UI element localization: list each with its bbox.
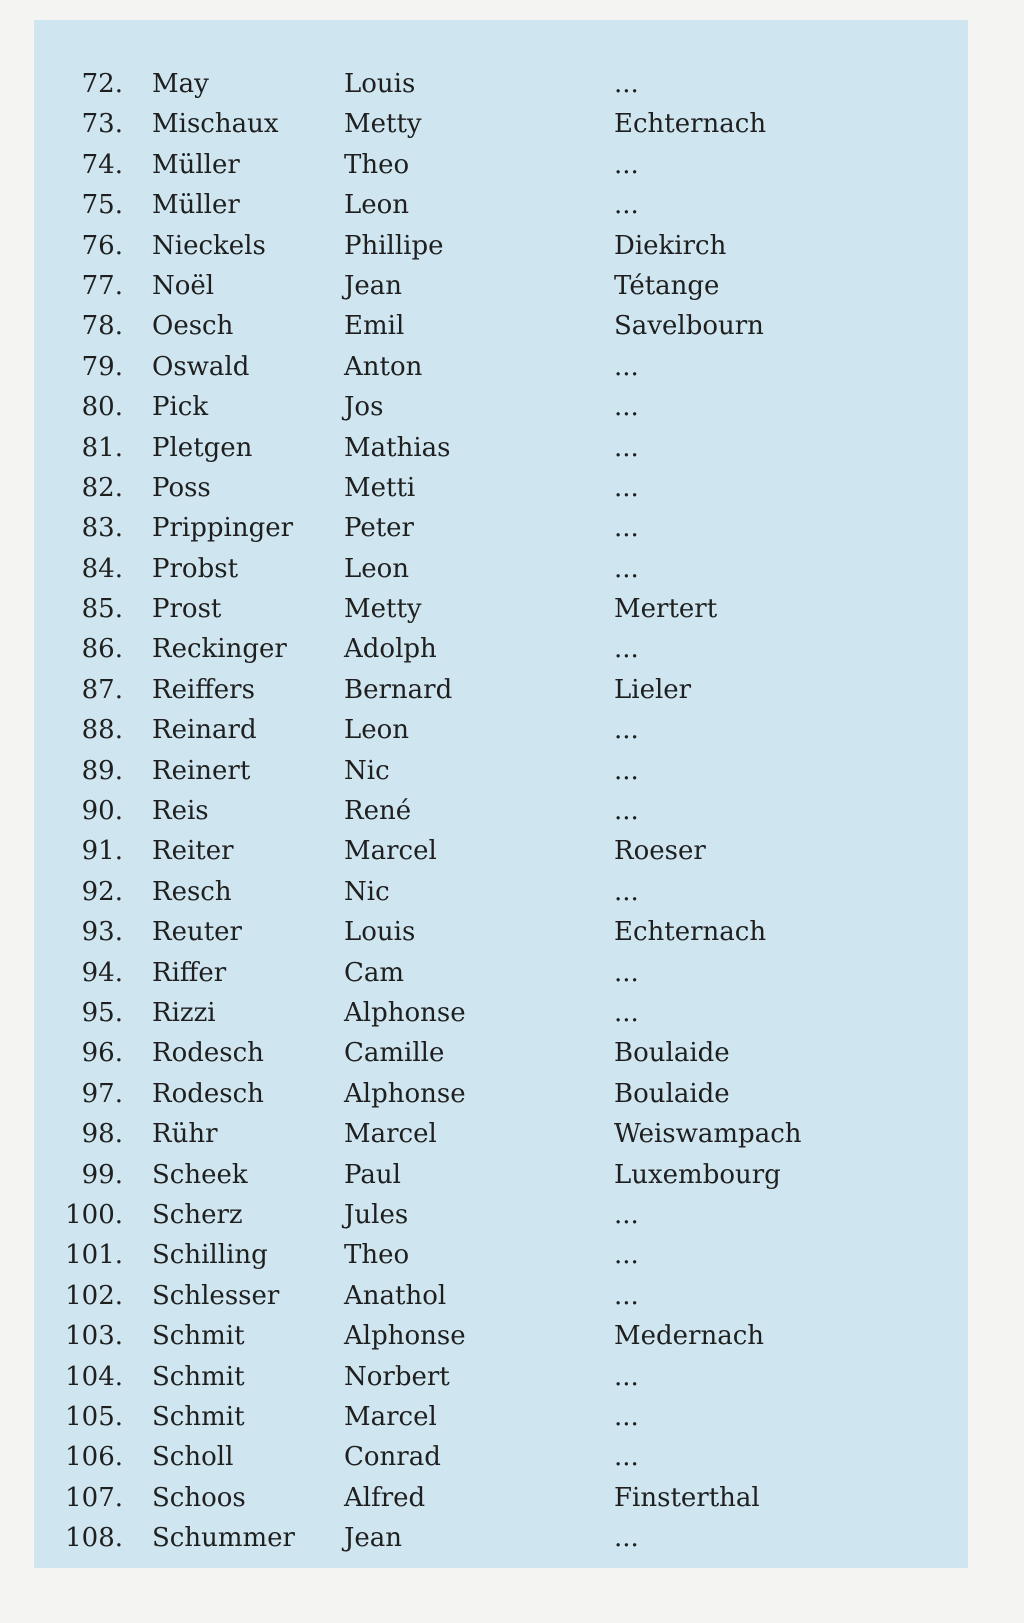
first-name: Nic xyxy=(344,876,390,907)
first-name: Metty xyxy=(344,594,422,625)
row-number: 107. xyxy=(65,1482,123,1513)
list-row xyxy=(34,629,968,669)
list-row xyxy=(34,306,968,346)
first-name: René xyxy=(344,796,412,827)
place-of-origin: Lieler xyxy=(614,674,692,705)
list-row xyxy=(34,1195,968,1235)
surname: Riffer xyxy=(152,957,227,988)
place-of-origin: ... xyxy=(614,634,639,665)
surname: Pick xyxy=(152,392,209,423)
list-row xyxy=(34,670,968,710)
first-name: Anathol xyxy=(344,1280,447,1311)
surname: Poss xyxy=(152,472,211,503)
list-row xyxy=(34,145,968,185)
place-of-origin: Tétange xyxy=(614,270,720,301)
place-of-origin: ... xyxy=(614,1199,639,1230)
surname: Reinard xyxy=(152,715,257,746)
list-row xyxy=(34,791,968,831)
row-number: 84. xyxy=(81,553,123,584)
row-number: 95. xyxy=(81,997,123,1028)
name-list xyxy=(34,64,968,1558)
surname: Schilling xyxy=(152,1240,268,1271)
row-number: 81. xyxy=(81,432,123,463)
list-row xyxy=(34,226,968,266)
first-name: Theo xyxy=(344,149,410,180)
place-of-origin: ... xyxy=(614,1523,639,1554)
place-of-origin: ... xyxy=(614,513,639,544)
row-number: 88. xyxy=(81,715,123,746)
place-of-origin: Echternach xyxy=(614,109,767,140)
place-of-origin: ... xyxy=(614,472,639,503)
first-name: Bernard xyxy=(344,674,453,705)
list-row xyxy=(34,1074,968,1114)
list-row xyxy=(34,185,968,225)
first-name: Metti xyxy=(344,472,416,503)
place-of-origin: ... xyxy=(614,1401,639,1432)
first-name: Camille xyxy=(344,1038,445,1069)
list-row xyxy=(34,1357,968,1397)
first-name: Emil xyxy=(344,311,405,342)
surname: Schmit xyxy=(152,1321,245,1352)
row-number: 102. xyxy=(65,1280,123,1311)
list-row xyxy=(34,589,968,629)
place-of-origin: ... xyxy=(614,796,639,827)
first-name: Leon xyxy=(344,715,410,746)
row-number: 90. xyxy=(81,796,123,827)
row-number: 89. xyxy=(81,755,123,786)
surname: Rodesch xyxy=(152,1078,264,1109)
first-name: Marcel xyxy=(344,836,437,867)
row-number: 100. xyxy=(65,1199,123,1230)
surname: Noël xyxy=(152,270,215,301)
surname: Reiter xyxy=(152,836,234,867)
surname: Prippinger xyxy=(152,513,294,544)
first-name: Leon xyxy=(344,190,410,221)
first-name: Jos xyxy=(344,392,384,423)
row-number: 103. xyxy=(65,1321,123,1352)
row-number: 101. xyxy=(65,1240,123,1271)
first-name: Alphonse xyxy=(344,997,466,1028)
place-of-origin: ... xyxy=(614,69,639,99)
list-row xyxy=(34,1033,968,1073)
surname: Oesch xyxy=(152,311,234,342)
surname: May xyxy=(152,69,209,99)
row-number: 108. xyxy=(65,1523,123,1554)
surname: Schummer xyxy=(152,1523,295,1554)
place-of-origin: ... xyxy=(614,755,639,786)
place-of-origin: Savelbourn xyxy=(614,311,764,342)
first-name: Leon xyxy=(344,553,410,584)
list-row xyxy=(34,1155,968,1195)
surname: Rizzi xyxy=(152,997,216,1028)
place-of-origin: Weiswampach xyxy=(614,1119,802,1150)
list-row xyxy=(34,1478,968,1518)
first-name: Nic xyxy=(344,755,390,786)
list-row xyxy=(34,993,968,1033)
place-of-origin: ... xyxy=(614,997,639,1028)
row-number: 76. xyxy=(81,230,123,261)
first-name: Peter xyxy=(344,513,414,544)
list-row xyxy=(34,1276,968,1316)
list-row xyxy=(34,508,968,548)
surname: Probst xyxy=(152,553,239,584)
first-name: Jean xyxy=(344,270,403,301)
row-number: 80. xyxy=(81,392,123,423)
first-name: Alphonse xyxy=(344,1078,466,1109)
list-row xyxy=(34,831,968,871)
row-number: 91. xyxy=(81,836,123,867)
list-row xyxy=(34,64,968,104)
first-name: Alphonse xyxy=(344,1321,466,1352)
surname: Nieckels xyxy=(152,230,266,261)
list-row xyxy=(34,872,968,912)
row-number: 97. xyxy=(81,1078,123,1109)
row-number: 75. xyxy=(81,190,123,221)
list-row xyxy=(34,1397,968,1437)
first-name: Norbert xyxy=(344,1361,450,1392)
surname: Scholl xyxy=(152,1442,234,1473)
list-row xyxy=(34,347,968,387)
row-number: 73. xyxy=(81,109,123,140)
place-of-origin: ... xyxy=(614,876,639,907)
surname: Reinert xyxy=(152,755,251,786)
list-row xyxy=(34,468,968,508)
first-name: Marcel xyxy=(344,1119,437,1150)
surname: Müller xyxy=(152,190,240,221)
list-row xyxy=(34,1114,968,1154)
row-number: 99. xyxy=(81,1159,123,1190)
surname: Rühr xyxy=(152,1119,218,1150)
first-name: Adolph xyxy=(344,634,437,665)
row-number: 105. xyxy=(65,1401,123,1432)
row-number: 85. xyxy=(81,594,123,625)
place-of-origin: Diekirch xyxy=(614,230,727,261)
place-of-origin: ... xyxy=(614,957,639,988)
surname: Schoos xyxy=(152,1482,246,1513)
surname: Resch xyxy=(152,876,232,907)
first-name: Alfred xyxy=(344,1482,426,1513)
list-row xyxy=(34,1518,968,1558)
surname: Oswald xyxy=(152,351,250,382)
row-number: 87. xyxy=(81,674,123,705)
place-of-origin: Roeser xyxy=(614,836,706,867)
first-name: Louis xyxy=(344,917,416,948)
row-number: 74. xyxy=(81,149,123,180)
surname: Mischaux xyxy=(152,109,279,140)
surname: Rodesch xyxy=(152,1038,264,1069)
row-number: 93. xyxy=(81,917,123,948)
surname: Schlesser xyxy=(152,1280,280,1311)
list-row xyxy=(34,104,968,144)
place-of-origin: ... xyxy=(614,1442,639,1473)
first-name: Jean xyxy=(344,1523,403,1554)
place-of-origin: Mertert xyxy=(614,594,718,625)
place-of-origin: Boulaide xyxy=(614,1038,730,1069)
list-row xyxy=(34,428,968,468)
place-of-origin: ... xyxy=(614,149,639,180)
first-name: Metty xyxy=(344,109,422,140)
row-number: 98. xyxy=(81,1119,123,1150)
surname: Scherz xyxy=(152,1199,243,1230)
first-name: Jules xyxy=(344,1199,409,1230)
list-row xyxy=(34,751,968,791)
place-of-origin: ... xyxy=(614,1280,639,1311)
row-number: 79. xyxy=(81,351,123,382)
place-of-origin: ... xyxy=(614,392,639,423)
list-row xyxy=(34,1437,968,1477)
place-of-origin: ... xyxy=(614,351,639,382)
first-name: Louis xyxy=(344,69,416,99)
list-row xyxy=(34,387,968,427)
list-row xyxy=(34,1235,968,1275)
row-number: 96. xyxy=(81,1038,123,1069)
row-number: 77. xyxy=(81,270,123,301)
surname: Reuter xyxy=(152,917,242,948)
place-of-origin: ... xyxy=(614,190,639,221)
surname: Reckinger xyxy=(152,634,287,665)
place-of-origin: Finsterthal xyxy=(614,1482,760,1513)
place-of-origin: Luxembourg xyxy=(614,1159,781,1190)
place-of-origin: Boulaide xyxy=(614,1078,730,1109)
list-row xyxy=(34,266,968,306)
list-row xyxy=(34,710,968,750)
place-of-origin: ... xyxy=(614,553,639,584)
list-row xyxy=(34,549,968,589)
row-number: 92. xyxy=(81,876,123,907)
surname: Reis xyxy=(152,796,209,827)
surname: Schmit xyxy=(152,1361,245,1392)
place-of-origin: Echternach xyxy=(614,917,767,948)
first-name: Paul xyxy=(344,1159,401,1190)
place-of-origin: ... xyxy=(614,1361,639,1392)
first-name: Mathias xyxy=(344,432,451,463)
row-number: 106. xyxy=(65,1442,123,1473)
row-number: 82. xyxy=(81,472,123,503)
surname: Prost xyxy=(152,594,222,625)
first-name: Theo xyxy=(344,1240,410,1271)
place-of-origin: ... xyxy=(614,432,639,463)
row-number: 78. xyxy=(81,311,123,342)
row-number: 83. xyxy=(81,513,123,544)
surname: Scheek xyxy=(152,1159,248,1190)
place-of-origin: ... xyxy=(614,1240,639,1271)
surname: Müller xyxy=(152,149,240,180)
row-number: 94. xyxy=(81,957,123,988)
list-row xyxy=(34,1316,968,1356)
first-name: Marcel xyxy=(344,1401,437,1432)
place-of-origin: Medernach xyxy=(614,1321,765,1352)
row-number: 86. xyxy=(81,634,123,665)
surname: Pletgen xyxy=(152,432,253,463)
name-list-panel xyxy=(34,20,968,1568)
surname: Schmit xyxy=(152,1401,245,1432)
row-number: 72. xyxy=(81,69,123,99)
list-row xyxy=(34,953,968,993)
row-number: 104. xyxy=(65,1361,123,1392)
first-name: Anton xyxy=(344,351,423,382)
place-of-origin: ... xyxy=(614,715,639,746)
first-name: Conrad xyxy=(344,1442,441,1473)
surname: Reiffers xyxy=(152,674,255,705)
list-row xyxy=(34,912,968,952)
first-name: Phillipe xyxy=(344,230,444,261)
first-name: Cam xyxy=(344,957,405,988)
